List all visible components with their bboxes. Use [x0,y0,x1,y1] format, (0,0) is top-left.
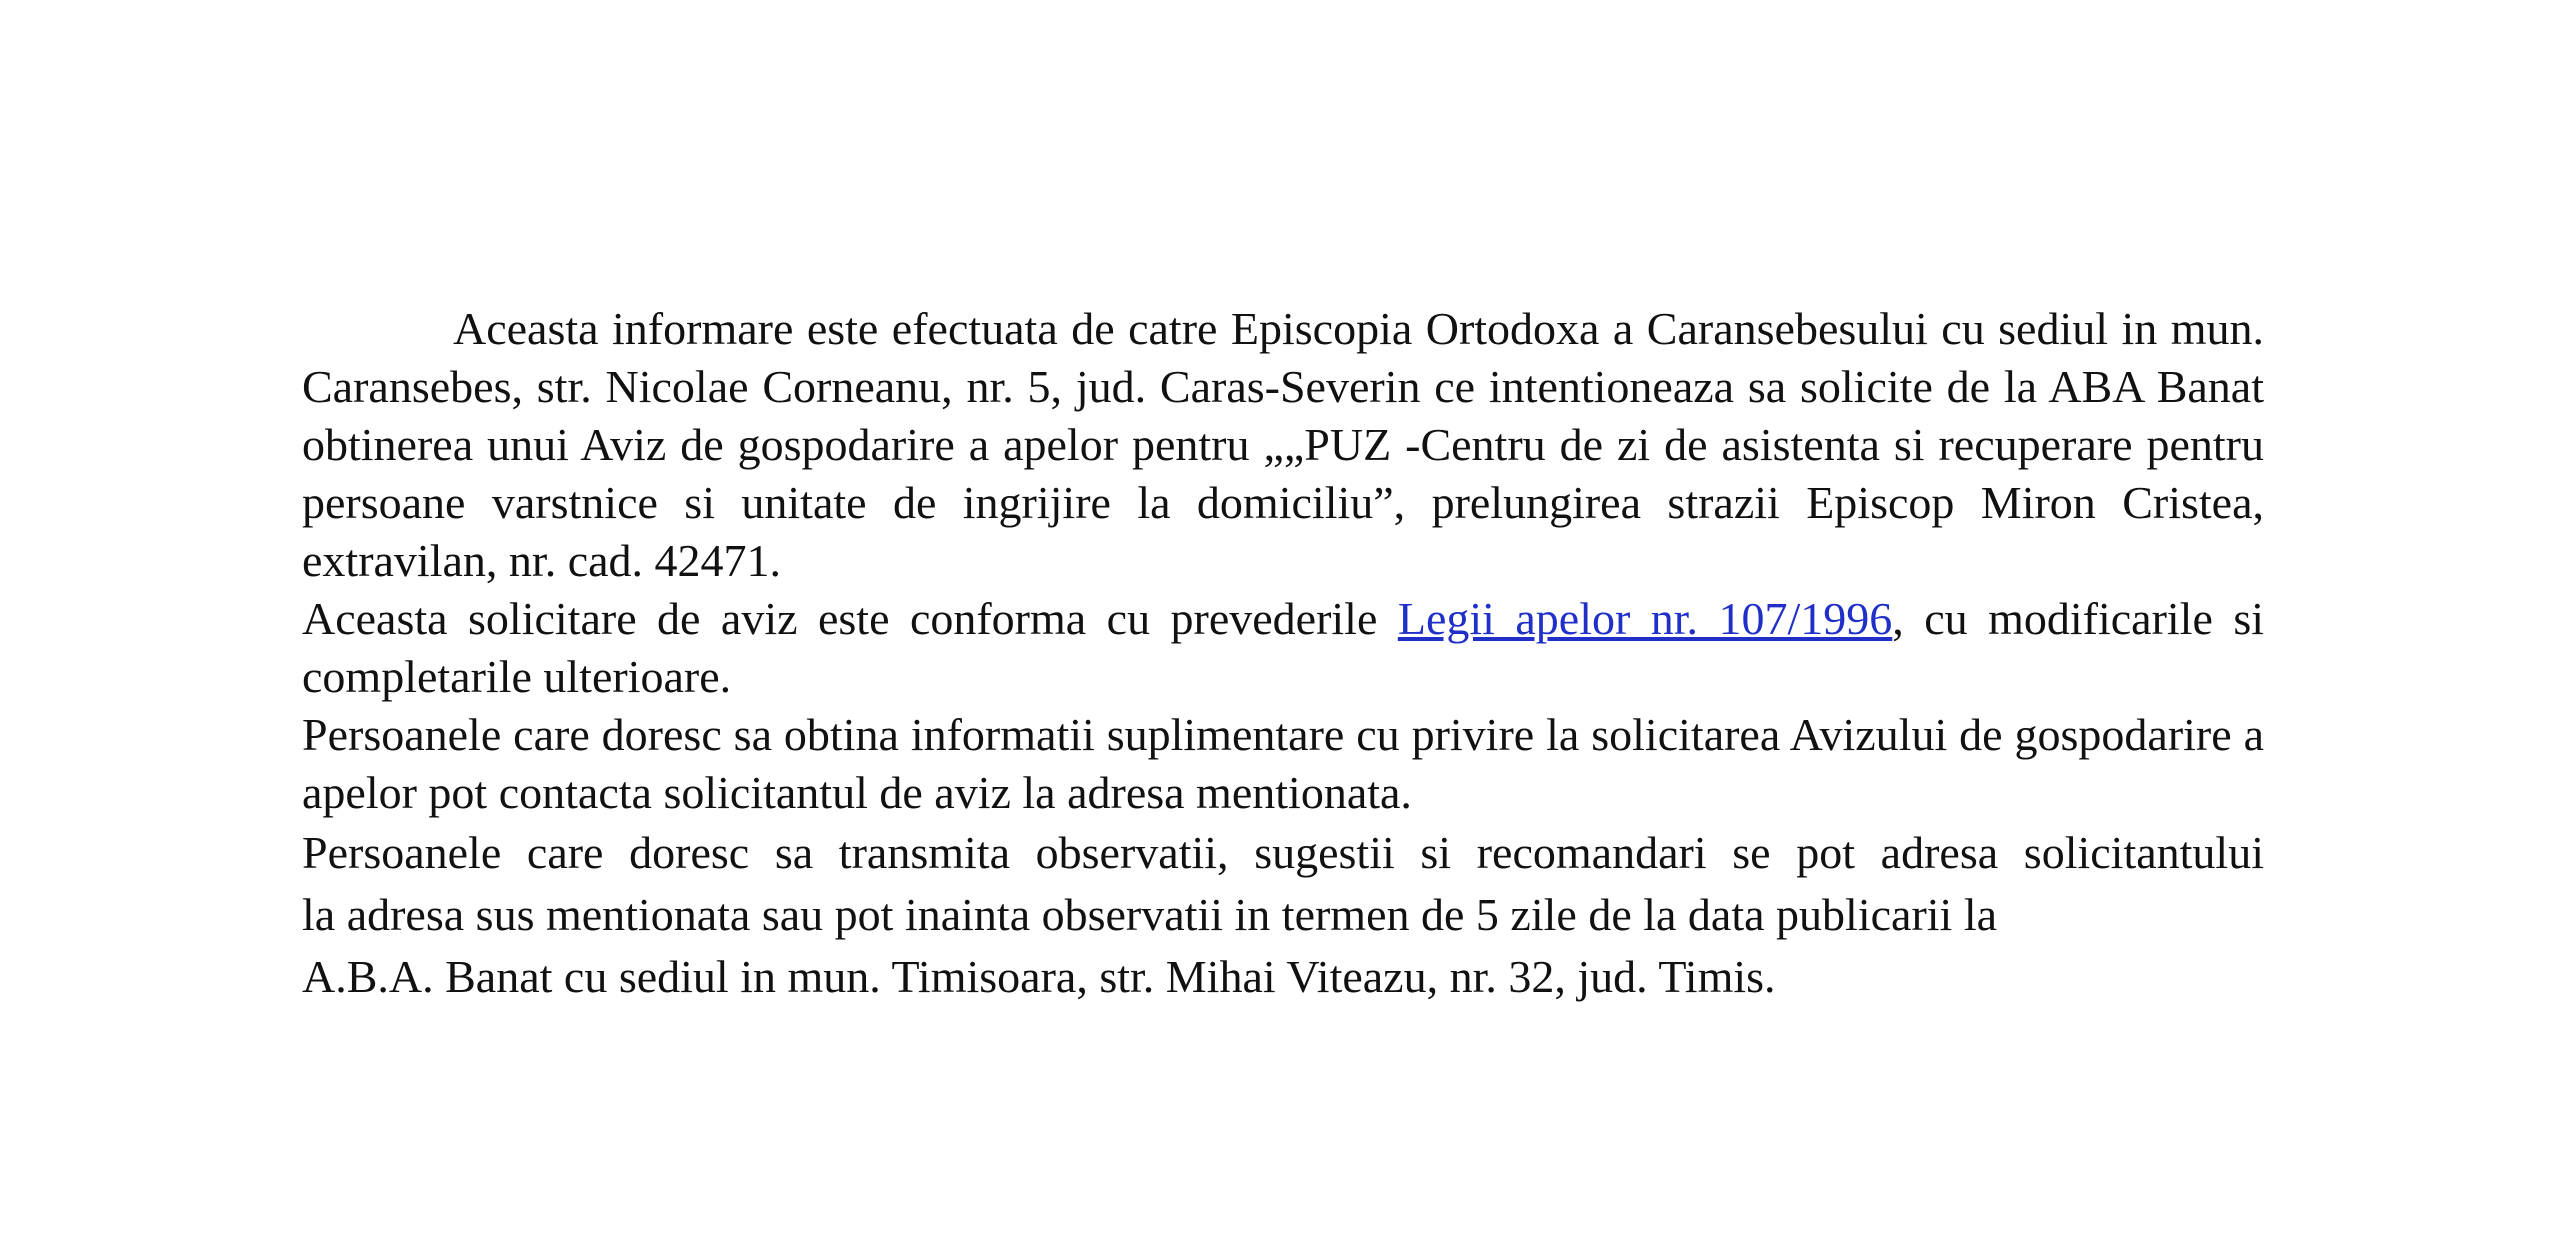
paragraph-legal-conformity-text: Aceasta solicitare de aviz este conforma cu prevederile [302,593,1398,644]
observations-line-2: la adresa sus mentionata sau pot inainta observatii in termen de 5 zile de la data publicarii la [302,889,1998,940]
observations-line-3: A.B.A. Banat cu sediul in mun. Timisoara, str. Mihai Viteazu, nr. 32, jud. Timis. [302,951,1776,1002]
law-link[interactable]: Legii apelor nr. 107/1996 [1397,593,1893,644]
paragraph-legal-conformity-tail: , cu modificarile si completarile ulterioare. [302,593,2264,702]
paragraph-contact-info: Persoanele care doresc sa obtina informatii suplimentare cu privire la solicitarea Avizului de gospodarire a apelor pot contacta solicitantul de aviz la adresa mentionata. [302,709,2264,818]
paragraph-information-notice: Aceasta informare este efectuata de catre Episcopia Ortodoxa a Caransebesului cu sediul in mun. Caransebes, str. Nicolae Corneanu, nr. 5, jud. Caras-Severin ce intentioneaza sa solicite de la ABA Banat obtinerea unui Aviz de gospodarire a apelor pentru „„PUZ -Centru de zi de asistenta si recuperare pentru persoane varstnice si unitate de ingrijire la domiciliu”, prelungirea strazii Episcop Miron Cristea, extravilan, nr. cad. 42471. [302,303,2264,586]
paragraph-legal-conformity [302,590,2264,706]
document-body [302,300,2264,1008]
observations-line-1: Persoanele care doresc sa transmita observatii, sugestii si recomandari se pot adresa solicitantului [302,827,2264,878]
paragraph-observations [302,822,2264,1008]
